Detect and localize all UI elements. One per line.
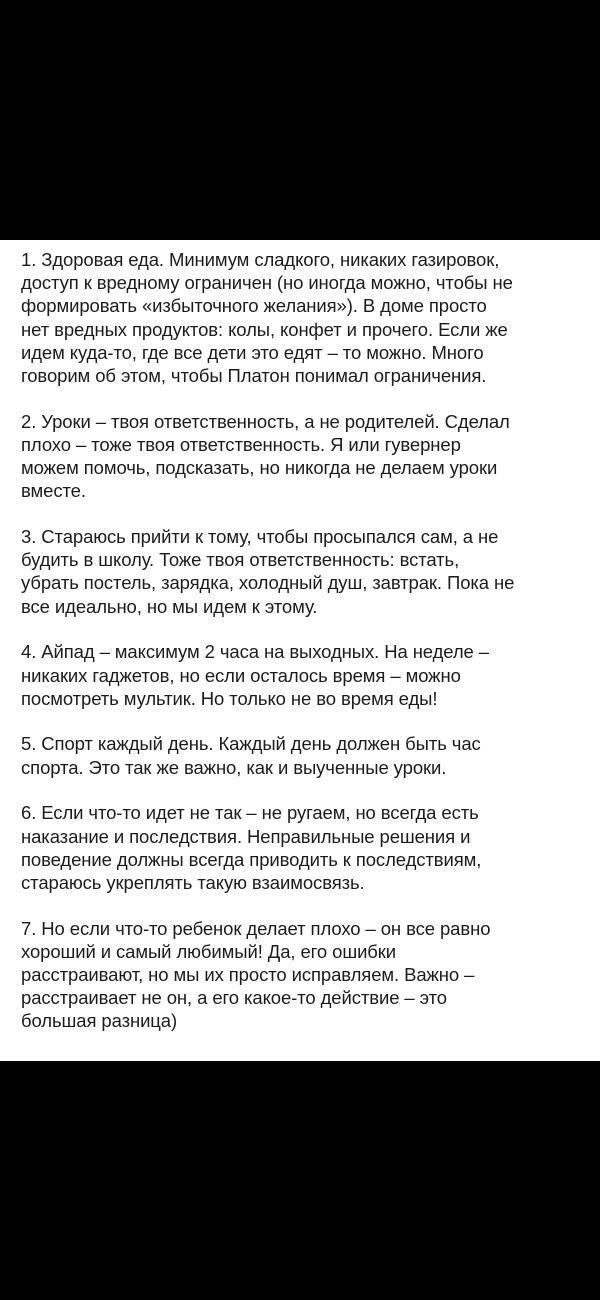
text-line: расстраивает не он, а его какое-то действие – это <box>21 987 447 1009</box>
text-line: будить в школу. Тоже твоя ответственность: встать, <box>21 549 460 571</box>
text-line: 1. Здоровая еда. Минимум сладкого, никаких газировок, <box>21 249 500 270</box>
text-line: хороший и самый любимый! Да, его ошибки <box>21 940 397 962</box>
paragraph-6 <box>21 801 586 894</box>
text-line: никаких гаджетов, но если осталось время – можно <box>21 664 461 686</box>
text-card <box>0 240 600 1061</box>
paragraph-3 <box>21 525 586 618</box>
paragraph-5 <box>21 732 586 778</box>
text-line: 7. Но если что-то ребенок делает плохо – он все равно <box>21 917 491 939</box>
text-line: 2. Уроки – твоя ответственность, а не родителей. Сделал <box>21 410 510 432</box>
text-line: спорта. Это так же важно, как и выученные уроки. <box>21 756 447 778</box>
text-line: формировать «избыточного желания»). В доме просто <box>21 295 487 317</box>
paragraph-7 <box>21 917 586 1033</box>
text-line: большая разница) <box>21 1010 178 1032</box>
text-line: вместе. <box>21 480 86 502</box>
text-line: расстраивают, но мы их просто исправляем. Важно – <box>21 964 475 986</box>
text-line: 5. Спорт каждый день. Каждый день должен быть час <box>21 733 481 755</box>
text-line: говорим об этом, чтобы Платон понимал ограничения. <box>21 365 487 387</box>
text-line: идем куда-то, где все дети это едят – то можно. Много <box>21 341 484 363</box>
text-line: доступ к вредному ограничен (но иногда можно, чтобы не <box>21 272 513 294</box>
paragraph-4 <box>21 640 586 710</box>
text-line: все идеально, но мы идем к этому. <box>21 595 318 617</box>
text-line: наказание и последствия. Неправильные решения и <box>21 825 471 847</box>
bottom-black-bar <box>0 1061 600 1300</box>
text-line: можем помочь, подсказать, но никогда не делаем уроки <box>21 457 498 479</box>
text-line: стараюсь укреплять такую взаимосвязь. <box>21 871 365 893</box>
text-line: плохо – тоже твоя ответственность. Я или гувернер <box>21 433 461 455</box>
paragraph-2 <box>21 410 586 503</box>
text-line: 4. Айпад – максимум 2 часа на выходных. На неделе – <box>21 641 489 663</box>
text-line: посмотреть мультик. Но только не во время еды! <box>21 687 438 709</box>
text-line: 3. Стараюсь прийти к тому, чтобы просыпался сам, а не <box>21 526 499 548</box>
text-line: 6. Если что-то идет не так – не ругаем, но всегда есть <box>21 802 479 824</box>
paragraph-1 <box>21 248 586 387</box>
text-line: нет вредных продуктов: колы, конфет и прочего. Если же <box>21 318 508 340</box>
text-line: убрать постель, зарядка, холодный душ, завтрак. Пока не <box>21 572 515 594</box>
text-line: поведение должны всегда приводить к последствиям, <box>21 848 482 870</box>
top-black-bar <box>0 0 600 240</box>
